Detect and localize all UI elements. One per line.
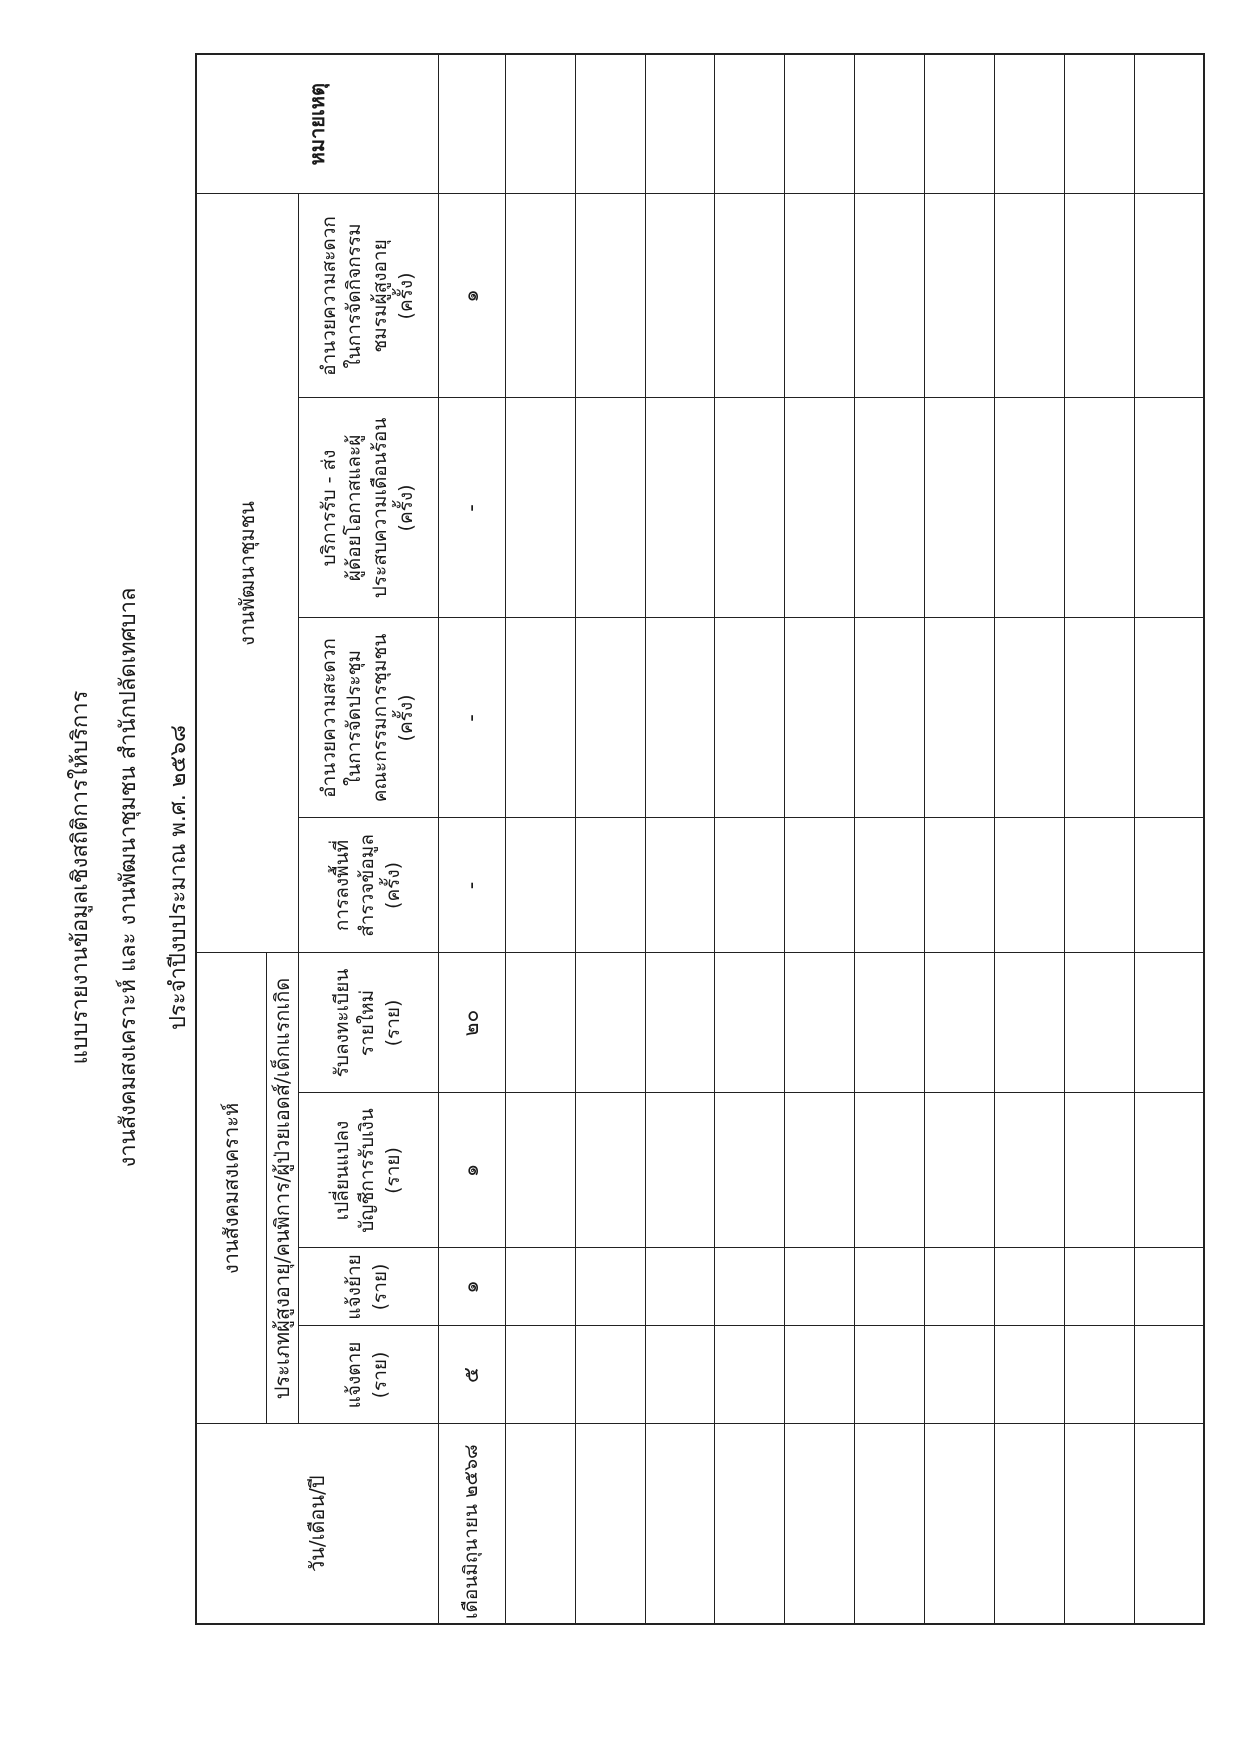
empty-cell xyxy=(924,1093,994,1248)
fiscal-year-line: ประจำปีงบประมาณ พ.ศ. ๒๕๖๘ xyxy=(166,725,191,1030)
empty-table-row xyxy=(645,54,715,1624)
beneficiary-type-subheader: ประเภทผู้สูงอายุ/คนพิการ/ผู้ป่วยเอดส์/เด็กแรกเกิด xyxy=(266,953,298,1424)
empty-cell xyxy=(1064,818,1134,953)
empty-cell xyxy=(505,194,575,398)
empty-cell xyxy=(575,1326,645,1424)
empty-cell xyxy=(994,1424,1064,1624)
empty-cell xyxy=(715,1093,785,1248)
empty-cell xyxy=(645,54,715,194)
empty-cell xyxy=(855,1093,925,1248)
empty-cell xyxy=(645,1093,715,1248)
cell-death-report: ๕ xyxy=(438,1326,505,1424)
column-header-account-change: เปลี่ยนแปลง บัญชีการรับเงิน (ราย) xyxy=(298,1093,438,1248)
empty-cell xyxy=(575,1248,645,1326)
empty-cell xyxy=(1134,1248,1204,1326)
empty-cell xyxy=(785,194,855,398)
empty-cell xyxy=(715,1326,785,1424)
empty-cell xyxy=(505,618,575,818)
empty-cell xyxy=(1134,54,1204,194)
report-subtitle: งานสังคมสงเคราะห์ และ งานพัฒนาชุมชน สำนักปลัดเทศบาล xyxy=(116,587,141,1168)
empty-cell xyxy=(924,398,994,618)
empty-cell xyxy=(924,618,994,818)
empty-table-row xyxy=(715,54,785,1624)
column-header-elderly-club: อำนวยความสะดวก ในการจัดกิจกรรม ชมรมผู้สูงอายุ (ครั้ง) xyxy=(298,194,438,398)
empty-table-row xyxy=(994,54,1064,1624)
empty-cell xyxy=(994,618,1064,818)
empty-cell xyxy=(715,818,785,953)
cell-move-report: ๑ xyxy=(438,1248,505,1326)
empty-cell xyxy=(575,1093,645,1248)
empty-table-row xyxy=(575,54,645,1624)
empty-cell xyxy=(785,1326,855,1424)
empty-cell xyxy=(505,1093,575,1248)
report-title: แบบรายงานข้อมูลเชิงสถิติการให้บริการ xyxy=(68,690,93,1065)
empty-cell xyxy=(924,1424,994,1624)
empty-cell xyxy=(924,194,994,398)
empty-cell xyxy=(575,1424,645,1624)
empty-cell xyxy=(1134,1326,1204,1424)
empty-cell xyxy=(855,953,925,1093)
empty-cell xyxy=(855,398,925,618)
empty-cell xyxy=(645,398,715,618)
empty-cell xyxy=(924,1326,994,1424)
empty-cell xyxy=(785,1093,855,1248)
empty-cell xyxy=(645,818,715,953)
empty-table-row xyxy=(505,54,575,1624)
empty-cell xyxy=(1064,618,1134,818)
empty-cell xyxy=(994,398,1064,618)
empty-cell xyxy=(645,1326,715,1424)
empty-cell xyxy=(855,54,925,194)
empty-cell xyxy=(1064,1326,1134,1424)
empty-cell xyxy=(994,818,1064,953)
empty-cell xyxy=(645,1248,715,1326)
empty-cell xyxy=(1134,953,1204,1093)
cell-account-change: ๑ xyxy=(438,1093,505,1248)
date-column-header: วัน/เดือน/ปี xyxy=(196,1424,438,1624)
empty-cell xyxy=(575,194,645,398)
empty-cell xyxy=(715,953,785,1093)
column-header-move-report: แจ้งย้าย (ราย) xyxy=(298,1248,438,1326)
empty-cell xyxy=(645,1424,715,1624)
empty-cell xyxy=(575,54,645,194)
empty-cell xyxy=(1134,1424,1204,1624)
cell-committee-meeting: - xyxy=(438,618,505,818)
empty-cell xyxy=(505,398,575,618)
empty-cell xyxy=(1064,1248,1134,1326)
empty-cell xyxy=(505,953,575,1093)
empty-cell xyxy=(715,194,785,398)
empty-cell xyxy=(645,618,715,818)
empty-cell xyxy=(505,54,575,194)
empty-cell xyxy=(715,54,785,194)
empty-cell xyxy=(505,1326,575,1424)
empty-cell xyxy=(1134,194,1204,398)
cell-field-survey: - xyxy=(438,818,505,953)
empty-table-row xyxy=(785,54,855,1624)
empty-cell xyxy=(575,618,645,818)
cell-new-registration: ๒๐ xyxy=(438,953,505,1093)
empty-cell xyxy=(645,194,715,398)
empty-cell xyxy=(575,818,645,953)
empty-table-row xyxy=(924,54,994,1624)
table-row xyxy=(438,54,505,1624)
column-header-field-survey: การลงพื้นที่ สำรวจข้อมูล (ครั้ง) xyxy=(298,818,438,953)
empty-cell xyxy=(1134,818,1204,953)
empty-cell xyxy=(575,953,645,1093)
empty-cell xyxy=(1064,953,1134,1093)
row-date: เดือนมิถุนายน ๒๕๖๘ xyxy=(438,1424,505,1624)
empty-cell xyxy=(785,618,855,818)
empty-cell xyxy=(924,1248,994,1326)
empty-cell xyxy=(855,618,925,818)
empty-cell xyxy=(715,1424,785,1624)
empty-cell xyxy=(1134,618,1204,818)
empty-cell xyxy=(994,953,1064,1093)
column-header-transport-service: บริการรับ - ส่ง ผู้ด้อยโอกาสและผู้ ประสบความเดือนร้อน (ครั้ง) xyxy=(298,398,438,618)
empty-cell xyxy=(855,1424,925,1624)
empty-cell xyxy=(994,1326,1064,1424)
empty-cell xyxy=(715,398,785,618)
empty-table-row xyxy=(1134,54,1204,1624)
empty-cell xyxy=(785,398,855,618)
empty-cell xyxy=(924,54,994,194)
empty-cell xyxy=(505,1248,575,1326)
empty-cell xyxy=(785,54,855,194)
empty-cell xyxy=(1134,1093,1204,1248)
empty-cell xyxy=(1064,1093,1134,1248)
empty-cell xyxy=(505,1424,575,1624)
empty-cell xyxy=(1134,398,1204,618)
empty-cell xyxy=(1064,194,1134,398)
cell-transport-service: - xyxy=(438,398,505,618)
empty-cell xyxy=(924,818,994,953)
empty-cell xyxy=(994,1093,1064,1248)
column-header-new-registration: รับลงทะเบียน รายใหม่ (ราย) xyxy=(298,953,438,1093)
cell-remarks xyxy=(438,54,505,194)
empty-cell xyxy=(855,818,925,953)
empty-cell xyxy=(994,194,1064,398)
empty-cell xyxy=(785,1248,855,1326)
empty-table-row xyxy=(855,54,925,1624)
empty-cell xyxy=(1064,398,1134,618)
remarks-header: หมายเหตุ xyxy=(196,54,438,194)
empty-cell xyxy=(855,1248,925,1326)
empty-cell xyxy=(575,398,645,618)
empty-table-row xyxy=(1064,54,1134,1624)
empty-cell xyxy=(924,953,994,1093)
cell-elderly-club: ๑ xyxy=(438,194,505,398)
community-development-group-header: งานพัฒนาชุมชน xyxy=(196,194,298,953)
empty-cell xyxy=(645,953,715,1093)
column-header-committee-meeting: อำนวยความสะดวก ในการจัดประชุม คณะกรรมการชุมชน (ครั้ง) xyxy=(298,618,438,818)
empty-cell xyxy=(855,194,925,398)
statistics-table xyxy=(195,53,1205,1625)
empty-cell xyxy=(785,1424,855,1624)
empty-cell xyxy=(715,618,785,818)
empty-cell xyxy=(994,1248,1064,1326)
social-welfare-group-header: งานสังคมสงเคราะห์ xyxy=(196,953,266,1424)
empty-cell xyxy=(994,54,1064,194)
column-header-death-report: แจ้งตาย (ราย) xyxy=(298,1326,438,1424)
empty-cell xyxy=(785,818,855,953)
empty-cell xyxy=(1064,54,1134,194)
empty-cell xyxy=(785,953,855,1093)
empty-cell xyxy=(855,1326,925,1424)
empty-cell xyxy=(1064,1424,1134,1624)
empty-cell xyxy=(715,1248,785,1326)
empty-cell xyxy=(505,818,575,953)
